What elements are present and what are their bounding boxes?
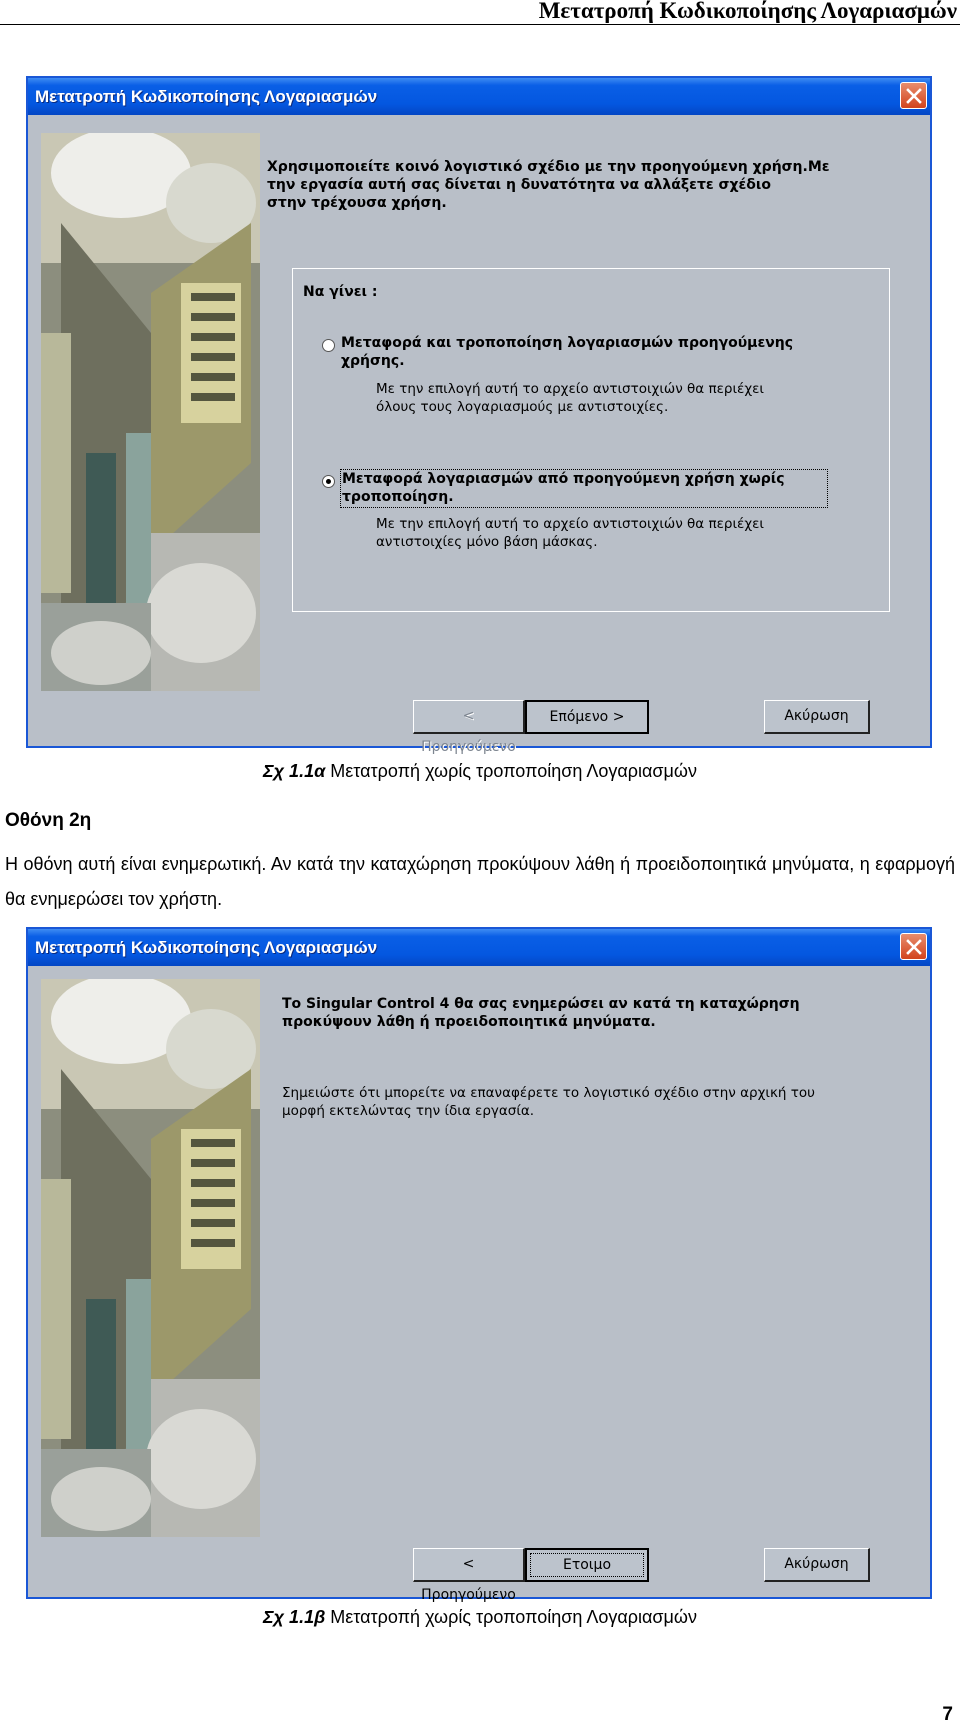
wizard-side-image [41, 133, 260, 691]
figure-caption-1 [0, 761, 960, 782]
note-line-1: Σημειώστε ότι μπορείτε να επαναφέρετε το λογιστικό σχέδιο στην αρχική του [282, 1085, 815, 1101]
intro-line-3: στην τρέχουσα χρήση. [267, 195, 447, 211]
wizard-side-image [41, 979, 260, 1537]
note-line-2: μορφή εκτελώντας την ίδια εργασία. [282, 1103, 535, 1119]
option2-desc-1: Με την επιλογή αυτή το αρχείο αντιστοιχιών θα περιέχει [376, 516, 764, 532]
option2-desc-2: αντιστοιχίες μόνο βάση μάσκας. [376, 534, 598, 550]
option2-label-2[interactable]: τροποποίηση. [342, 489, 454, 505]
finish-label: Ετοιμο [562, 1557, 612, 1573]
close-button[interactable] [900, 82, 927, 109]
option1-label-2[interactable]: χρήσης. [341, 353, 405, 369]
prev-button[interactable]: < Προηγούμενο [413, 700, 525, 734]
caption-label: Σχ 1.1α [263, 761, 326, 781]
figure-caption-2 [0, 1607, 960, 1628]
caption-text: Μετατροπή χωρίς τροποποίηση Λογαριασμών [325, 761, 697, 781]
section-heading: Οθόνη 2η [5, 810, 92, 831]
message-line-2: προκύψουν λάθη ή προειδοποιητικά μηνύματα. [282, 1014, 656, 1030]
focus-rect [530, 1553, 644, 1577]
section-paragraph: Η οθόνη αυτή είναι ενημερωτική. Αν κατά την καταχώρηση προκύψουν λάθη ή προειδοποιητικά μηνύματα, η εφαρμογή θα ενημερώσει τον χρήστη. [5, 854, 955, 909]
message-line-1: Το Singular Control 4 θα σας ενημερώσει αν κατά τη καταχώρηση [282, 996, 800, 1012]
window-title: Μετατροπή Κωδικοποίησης Λογαριασμών [35, 87, 378, 106]
caption-label: Σχ 1.1β [263, 1607, 326, 1627]
close-button[interactable] [900, 933, 927, 960]
prev-button[interactable]: < Προηγούμενο [413, 1548, 525, 1582]
cancel-button[interactable]: Ακύρωση [764, 700, 870, 734]
title-bar[interactable] [28, 929, 930, 966]
dialog-convert-step1 [26, 76, 932, 755]
close-icon [906, 88, 922, 104]
close-icon [906, 939, 922, 955]
dialog-convert-step2 [26, 927, 932, 1603]
page-number: 7 [942, 1704, 953, 1725]
group-label: Να γίνει : [303, 284, 378, 300]
option2-radio[interactable] [322, 475, 335, 488]
page-header-title: Μετατροπή Κωδικοποίησης Λογαριασμών [538, 0, 957, 23]
caption-text: Μετατροπή χωρίς τροποποίηση Λογαριασμών [325, 1607, 697, 1627]
cancel-button[interactable]: Ακύρωση [764, 1548, 870, 1582]
window-title: Μετατροπή Κωδικοποίησης Λογαριασμών [35, 938, 378, 957]
finish-button[interactable] [525, 1548, 649, 1582]
option1-label-1[interactable]: Μεταφορά και τροποποίηση λογαριασμών προηγούμενης [341, 335, 794, 351]
intro-line-2: την εργασία αυτή σας δίνεται η δυνατότητα να αλλάξετε σχέδιο [267, 177, 771, 193]
page-header [0, 0, 960, 25]
intro-line-1: Χρησιμοποιείτε κοινό λογιστικό σχέδιο με την προηγούμενη χρήση.Με [267, 159, 830, 175]
option1-desc-1: Με την επιλογή αυτή το αρχείο αντιστοιχιών θα περιέχει [376, 381, 764, 397]
option1-radio[interactable] [322, 339, 335, 352]
options-groupbox [292, 268, 890, 612]
title-bar[interactable] [28, 78, 930, 115]
option2-label-1[interactable]: Μεταφορά λογαριασμών από προηγούμενη χρήση χωρίς [342, 471, 785, 487]
next-button[interactable]: Επόμενο > [525, 700, 649, 734]
option1-desc-2: όλους τους λογαριασμούς με αντιστοιχίες. [376, 399, 669, 415]
